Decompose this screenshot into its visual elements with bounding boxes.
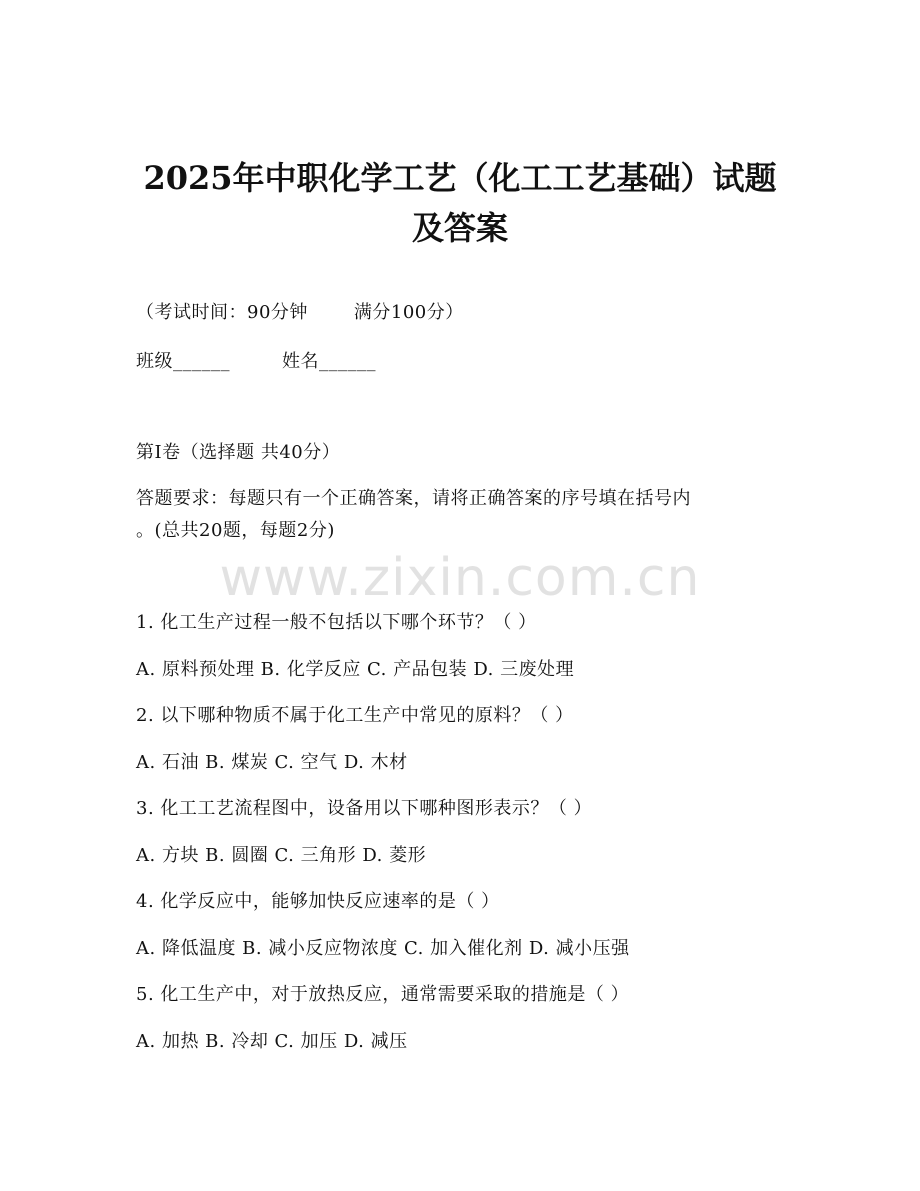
exam-info (136, 304, 464, 322)
question-4-options: A. 降低温度 B. 减小反应物浓度 C. 加入催化剂 D. 减小压强 (136, 938, 630, 959)
watermark: www.zixin.com.cn (219, 548, 701, 608)
name-field-label: 姓名______ (282, 351, 376, 372)
question-2-options: A. 石油 B. 煤炭 C. 空气 D. 木材 (136, 752, 408, 773)
question-4-stem: 4. 化学反应中，能够加快反应速率的是（ ） (136, 891, 500, 912)
question-1-stem: 1. 化工生产过程一般不包括以下哪个环节？（ ） (136, 612, 537, 633)
question-3-options: A. 方块 B. 圆圈 C. 三角形 D. 菱形 (136, 845, 427, 866)
question-5-stem: 5. 化工生产中，对于放热反应，通常需要采取的措施是（ ） (136, 984, 630, 1005)
class-field-label: 班级______ (136, 351, 230, 372)
question-3-stem: 3. 化工工艺流程图中，设备用以下哪种图形表示？（ ） (136, 798, 593, 819)
section-instruction-line-1: 答题要求：每题只有一个正确答案，请将正确答案的序号填在括号内 (136, 488, 691, 509)
student-info (136, 353, 376, 371)
question-2-stem: 2. 以下哪种物质不属于化工生产中常见的原料？（ ） (136, 705, 574, 726)
section-heading: 第I卷（选择题 共40分） (136, 442, 341, 463)
question-5-options: A. 加热 B. 冷却 C. 加压 D. 减压 (136, 1031, 408, 1052)
question-1-options: A. 原料预处理 B. 化学反应 C. 产品包装 D. 三废处理 (136, 659, 575, 680)
document-title-line-2: 及答案 (411, 209, 508, 247)
exam-full-score: 满分100分） (353, 302, 464, 323)
exam-time: （考试时间：90分钟 (136, 302, 308, 323)
document-title-line-1: 2025年中职化学工艺（化工工艺基础）试题 (143, 159, 777, 197)
section-instruction-line-2: 。(总共20题，每题2分) (136, 520, 335, 541)
